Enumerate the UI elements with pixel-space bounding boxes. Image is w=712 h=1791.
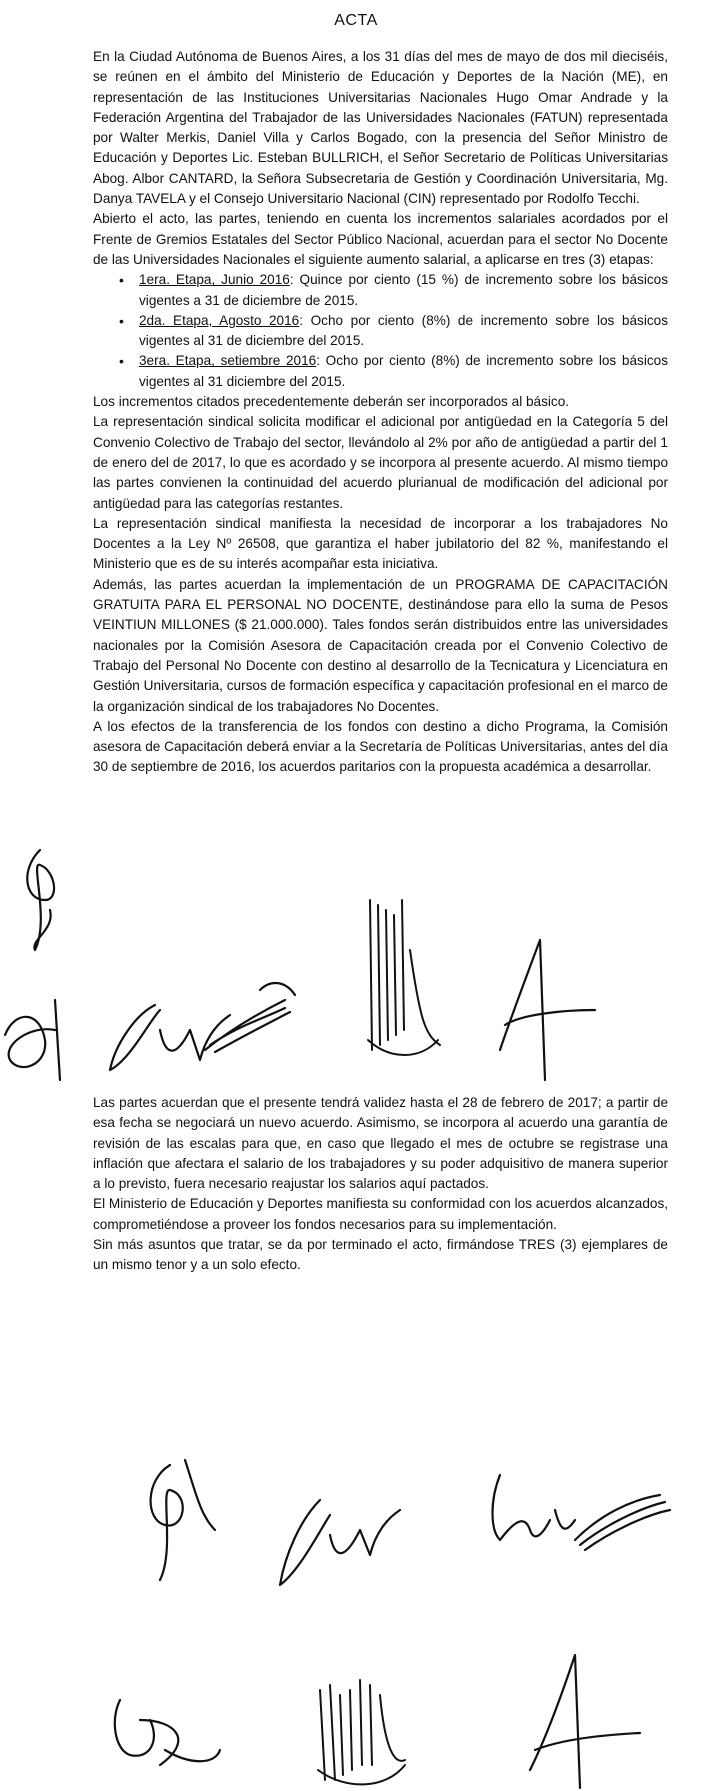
signature-mark <box>493 1475 671 1550</box>
signature-mark <box>205 983 295 1052</box>
paragraph-cierre <box>93 1235 668 1276</box>
paragraph-transferencia-fondos <box>93 717 668 778</box>
paragraph-text: Las partes acuerdan que el presente tendrá validez hasta el 28 de febrero de 2017; a partir de esa fecha se negociará un nuevo acuerdo. Asimismo, se incorpora al acuerdo una garantía de revisión de las escalas para que, en caso que llegado el mes de octubre se registrase una inflación que afectara el salario de los trabajadores y su poder adquisitivo de manera superior a lo previsto, fuera necesario reajustar los salarios aquí pactados. <box>93 1095 668 1192</box>
document-title: ACTA <box>334 12 378 29</box>
paragraph-programa-capacitacion <box>93 575 668 717</box>
paragraph-opening <box>93 47 668 209</box>
signatures-group-2 <box>0 1420 712 1791</box>
paragraph-text: La representación sindical solicita modificar el adicional por antigüedad en la Categoría 5 del Convenio Colectivo de Trabajo del sector, llevándolo al 2% por año de antigüedad a partir del 1 de enero del de 2017, lo que es acordado y se incorpora al presente acuerdo. Al mismo tiempo las partes convienen la continuidad del acuerdo plurianual de modificación del adicional por antigüedad para las categorías restantes. <box>93 414 668 511</box>
paragraph-validez <box>93 1093 668 1194</box>
signature-mark <box>151 1460 215 1580</box>
signature-mark <box>280 1500 400 1585</box>
stage-text: : Ocho por ciento (8%) de incremento sobre los básicos vigentes al 31 de diciembre del 2015. <box>139 312 668 349</box>
paragraph-text: Sin más asuntos que tratar, se da por terminado el acto, firmándose TRES (3) ejemplares de un mismo tenor y a un solo efecto. <box>93 1237 668 1273</box>
stages-list <box>93 270 668 392</box>
paragraph-text: El Ministerio de Educación y Deportes manifiesta su conformidad con los acuerdos alcanzados, comprometiéndose a proveer los fondos necesarios para su implementación. <box>93 1196 669 1232</box>
signature-mark <box>368 900 440 1055</box>
signature-mark <box>318 1680 405 1784</box>
paragraph-text: Los incrementos citados precedentemente deberán ser incorporados al básico. <box>93 394 570 410</box>
stage-text: : Ocho por ciento (8%) de incremento sobre los básicos vigentes al 31 diciembre del 2015. <box>139 353 668 389</box>
stage-label: 3era. Etapa, setiembre 2016 <box>139 353 317 369</box>
stage-item <box>139 311 668 352</box>
paragraph-antiguedad <box>93 412 668 513</box>
signatures-group-1 <box>0 830 712 1085</box>
stage-item <box>139 270 668 311</box>
paragraph-ministerio-conformidad <box>93 1194 668 1235</box>
paragraph-text: Abierto el acto, las partes, teniendo en cuenta los incrementos salariales acordados por el Frente de Gremios Estatales del Sector Público Nacional, acuerdan para el sector No Docente de las Universidades Nacionales el siguiente aumento salarial, a aplicarse en tres (3) etapas: <box>93 211 668 267</box>
stage-item <box>139 351 668 392</box>
text-block-1 <box>93 47 668 778</box>
paragraph-text: A los efectos de la transferencia de los fondos con destino a dicho Programa, la Comisión asesora de Capacitación deberá enviar a la Secretaría de Políticas Universitarias, antes del día 30 de septiembre de 2016, los acuerdos paritarios con la propuesta académica a desarrollar. <box>93 718 668 775</box>
paragraph-acuerdo-salarial <box>93 209 668 270</box>
stage-label: 2da. Etapa, Agosto 2016 <box>139 312 300 328</box>
paragraph-text: En la Ciudad Autónoma de Buenos Aires, a los 31 días del mes de mayo de dos mil dieciséis, se reúnen en el ámbito del Ministerio de Educación y Deportes de la Nación (ME), en representación de las Instituciones Universitarias Nacionales Hugo Omar Andrade y la Federación Argentina del Trabajador de las Universidades Nacionales (FATUN) representada por Walter Merkis, Daniel Villa y Carlos Bogado, con la presencia del Señor Ministro de Educación y Deportes Lic. Esteban BULLRICH, el Señor Secretario de Políticas Universitarias Abog. Albor CANTARD, la Señora Subsecretaria de Gestión y Coordinación Universitaria, Mg. Danya TAVELA y el Consejo Universitario Nacional (CIN) representado por Rodolfo Tecchi. <box>93 49 668 207</box>
signature-mark <box>500 940 595 1080</box>
stage-text: : Quince por ciento (15 %) de incremento sobre los básicos vigentes a 31 de diciembre de 2015. <box>139 272 669 308</box>
signature-mark <box>115 1700 220 1765</box>
signature-mark <box>530 1655 640 1788</box>
signature-mark <box>110 1005 230 1070</box>
paragraph-text: Además, las partes acuerdan la implementación de un PROGRAMA DE CAPACITACIÓN GRATUITA PARA EL PERSONAL NO DOCENTE, destinándose para ello la suma de Pesos VEINTIUN MILLONES ($ 21.000.000). Tales fondos serán distribuidos entre las universidades nacionales por la Comisión Asesora de Capacitación creada por el Convenio Colectivo de Trabajo del Personal No Docente con destino al desarrollo de la Tecnicatura y Licenciatura en Gestión Universitaria, cursos de formación específica y capacitación profesional en el marco de la organización sindical de los trabajadores No Docentes. <box>93 576 668 714</box>
stage-label: 1era. Etapa, Junio 2016 <box>139 272 290 288</box>
paragraph-ley-jubilatoria <box>93 514 668 575</box>
signature-mark <box>5 1000 60 1080</box>
paragraph-text: La representación sindical manifiesta la necesidad de incorporar a los trabajadores No Docentes a la Ley Nº 26508, que garantiza el haber jubilatorio del 82 %, manifestando el Ministerio que es de su interés acompañar esta iniciativa. <box>93 515 668 572</box>
paragraph-incrementos <box>93 392 668 412</box>
signature-mark <box>27 850 54 950</box>
text-block-2 <box>93 1093 668 1276</box>
